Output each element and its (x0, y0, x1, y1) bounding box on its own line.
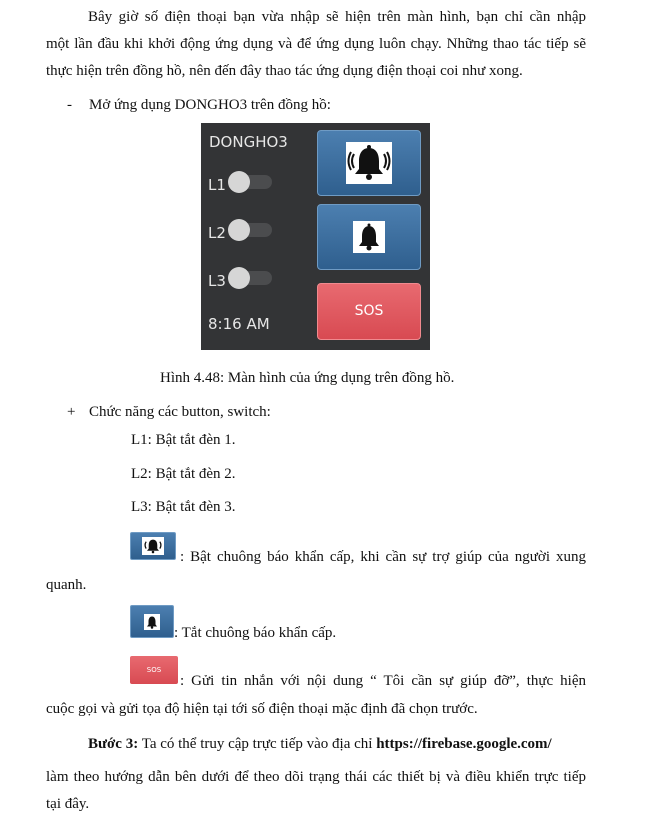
alarm-on-description-cont: quanh. (46, 577, 87, 593)
bullet-text: Mở ứng dụng DONGHO3 trên đồng hồ: (89, 97, 331, 113)
alarm-on-description: : Bật chuông báo khẩn cấp, khi cần sự trợ giúp của người xung (180, 549, 586, 565)
bullet-text: Chức năng các button, switch: (89, 404, 271, 420)
bullet-marker: + (67, 404, 76, 420)
bell-icon (144, 614, 160, 630)
sos-description: : Gửi tin nhắn với nội dung “ Tôi cần sự giúp đỡ”, thực hiện (180, 673, 586, 689)
alarm-off-description: : Tắt chuông báo khẩn cấp. (174, 625, 337, 641)
bullet-marker: - (67, 97, 72, 113)
step3-line3: tại đây. (46, 796, 90, 812)
bell-icon (353, 221, 385, 253)
watch-app-title: DONGHO3 (209, 133, 288, 151)
bell-ringing-icon (142, 537, 164, 555)
paragraph-line: một lần đầu khi khởi động ứng dụng và để ứng dụng luôn chạy. Những thao tác tiếp sẽ (46, 36, 586, 52)
function-l3: L3: Bật tắt đèn 3. (131, 499, 236, 515)
firebase-link[interactable]: https://firebase.google.com/ (376, 736, 552, 752)
switch-l2-knob[interactable] (228, 219, 250, 241)
function-l1: L1: Bật tắt đèn 1. (131, 432, 236, 448)
paragraph-line: Bây giờ số điện thoại bạn vừa nhập sẽ hiện trên màn hình, bạn chỉ cần nhập (88, 9, 586, 25)
alarm-on-button[interactable] (317, 130, 421, 196)
sos-mini-button: SOS (130, 656, 178, 684)
bell-ringing-icon (346, 142, 392, 184)
alarm-on-mini-button (130, 532, 176, 560)
paragraph-line: thực hiện trên đồng hồ, nên đến đây thao tác ứng dụng điện thoại coi như xong. (46, 63, 523, 79)
watch-screenshot (201, 123, 430, 350)
figure-caption: Hình 4.48: Màn hình của ứng dụng trên đồng hồ. (160, 370, 455, 386)
step3-line2: làm theo hướng dẫn bên dưới để theo dõi trạng thái các thiết bị và điều khiển trực tiếp (46, 769, 586, 785)
switch-l2-label: L2 (208, 224, 226, 242)
switch-l3-knob[interactable] (228, 267, 250, 289)
switch-l1-knob[interactable] (228, 171, 250, 193)
alarm-off-mini-button (130, 605, 174, 638)
step3-text: Ta có thể truy cập trực tiếp vào địa chỉ (138, 736, 377, 752)
watch-time: 8:16 AM (208, 315, 270, 333)
sos-button[interactable]: SOS (317, 283, 421, 340)
step3-label: Bước 3: (88, 736, 139, 752)
switch-l1-label: L1 (208, 176, 226, 194)
sos-description-cont: cuộc gọi và gửi tọa độ hiện tại tới số điện thoại mặc định đã chọn trước. (46, 701, 478, 717)
switch-l3-label: L3 (208, 272, 226, 290)
step3-line (88, 735, 552, 753)
alarm-off-button[interactable] (317, 204, 421, 270)
function-l2: L2: Bật tắt đèn 2. (131, 466, 236, 482)
